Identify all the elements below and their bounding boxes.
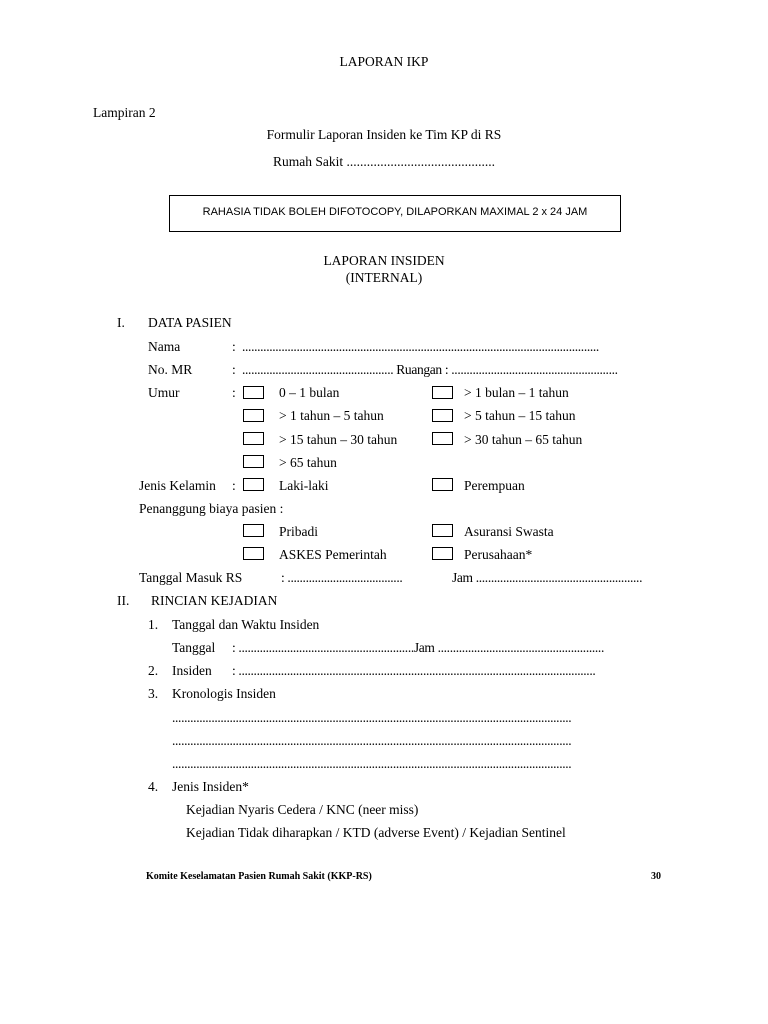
payer-label: Penanggung biaya pasien : [139, 501, 284, 516]
incident-date-time-field[interactable]: : ..........................................................Jam ....................................................... [232, 640, 604, 655]
age-option-label: > 15 tahun – 30 tahun [279, 432, 398, 447]
sex-option-label: Laki-laki [279, 478, 329, 493]
name-label: Nama [148, 339, 181, 354]
incident-type-heading: Jenis Insiden* [172, 779, 249, 794]
incident-date-label: Tanggal [172, 640, 216, 655]
incident-label: Insiden [172, 663, 212, 678]
payer-option-label: ASKES Pemerintah [279, 547, 387, 562]
admit-time-field[interactable]: Jam ....................................................... [452, 570, 643, 585]
mr-label: No. MR [148, 362, 193, 377]
age-checkbox-5-15-years[interactable] [432, 409, 453, 422]
section-number-2: II. [117, 593, 130, 608]
chronology-line[interactable]: .................................................................................................................................... [172, 710, 572, 725]
chronology-line[interactable]: .................................................................................................................................... [172, 756, 572, 771]
mr-colon: : [232, 362, 236, 377]
age-checkbox-1month-1year[interactable] [432, 386, 453, 399]
sex-option-label: Perempuan [464, 478, 525, 493]
item-number: 1. [148, 617, 159, 632]
incident-datetime-heading: Tanggal dan Waktu Insiden [172, 617, 320, 632]
age-checkbox-15-30-years[interactable] [243, 432, 264, 445]
item-number: 3. [148, 686, 159, 701]
section-heading-patient: DATA PASIEN [148, 315, 232, 330]
age-option-label: > 1 tahun – 5 tahun [279, 408, 384, 423]
payer-checkbox-private[interactable] [243, 524, 264, 537]
confidential-notice-text: RAHASIA TIDAK BOLEH DIFOTOCOPY, DILAPORKAN MAXIMAL 2 x 24 JAM [202, 206, 588, 218]
age-checkbox-0-1-month[interactable] [243, 386, 264, 399]
attachment-label: Lampiran 2 [93, 105, 156, 120]
chronology-heading: Kronologis Insiden [172, 686, 276, 701]
chronology-line[interactable]: .................................................................................................................................... [172, 733, 572, 748]
page-number: 30 [651, 871, 661, 882]
age-option-label: 0 – 1 bulan [279, 385, 340, 400]
confidential-notice-box [169, 195, 621, 232]
sex-colon: : [232, 478, 236, 493]
payer-checkbox-private-insurance[interactable] [432, 524, 453, 537]
mr-room-field[interactable]: .................................................. Ruangan : ....................................................... [242, 362, 618, 377]
sex-checkbox-male[interactable] [243, 478, 264, 491]
sex-checkbox-female[interactable] [432, 478, 453, 491]
age-option-label: > 65 tahun [279, 455, 337, 470]
incident-type-knc: Kejadian Nyaris Cedera / KNC (neer miss) [186, 802, 419, 817]
admit-date-field[interactable]: : ...................................... [281, 570, 403, 585]
payer-option-label: Perusahaan* [464, 547, 533, 562]
age-checkbox-over-65[interactable] [243, 455, 264, 468]
incident-type-ktd: Kejadian Tidak diharapkan / KTD (adverse Event) / Kejadian Sentinel [186, 825, 566, 840]
payer-option-label: Pribadi [279, 524, 318, 539]
report-title: LAPORAN INSIDEN [323, 253, 445, 268]
age-label: Umur [148, 385, 180, 400]
payer-option-label: Asuransi Swasta [464, 524, 554, 539]
sex-label: Jenis Kelamin [139, 478, 216, 493]
footer-organization: Komite Keselamatan Pasien Rumah Sakit (KKP-RS) [146, 871, 372, 882]
section-heading-incident: RINCIAN KEJADIAN [151, 593, 278, 608]
section-number-1: I. [117, 315, 125, 330]
age-option-label: > 5 tahun – 15 tahun [464, 408, 576, 423]
age-option-label: > 1 bulan – 1 tahun [464, 385, 569, 400]
form-title: Formulir Laporan Insiden ke Tim KP di RS [266, 127, 502, 142]
age-colon: : [232, 385, 236, 400]
payer-checkbox-company[interactable] [432, 547, 453, 560]
item-number: 4. [148, 779, 159, 794]
payer-checkbox-askes[interactable] [243, 547, 264, 560]
report-subtitle: (INTERNAL) [345, 270, 423, 285]
age-option-label: > 30 tahun – 65 tahun [464, 432, 583, 447]
name-field[interactable]: ...................................................................................................................... [242, 339, 599, 354]
age-checkbox-30-65-years[interactable] [432, 432, 453, 445]
admit-date-label: Tanggal Masuk RS [139, 570, 243, 585]
name-colon: : [232, 339, 236, 354]
age-checkbox-1-5-years[interactable] [243, 409, 264, 422]
item-number: 2. [148, 663, 159, 678]
hospital-line: Rumah Sakit ............................................ [273, 154, 495, 169]
incident-field[interactable]: : ...................................................................................................................... [232, 663, 596, 678]
document-title: LAPORAN IKP [339, 54, 429, 69]
